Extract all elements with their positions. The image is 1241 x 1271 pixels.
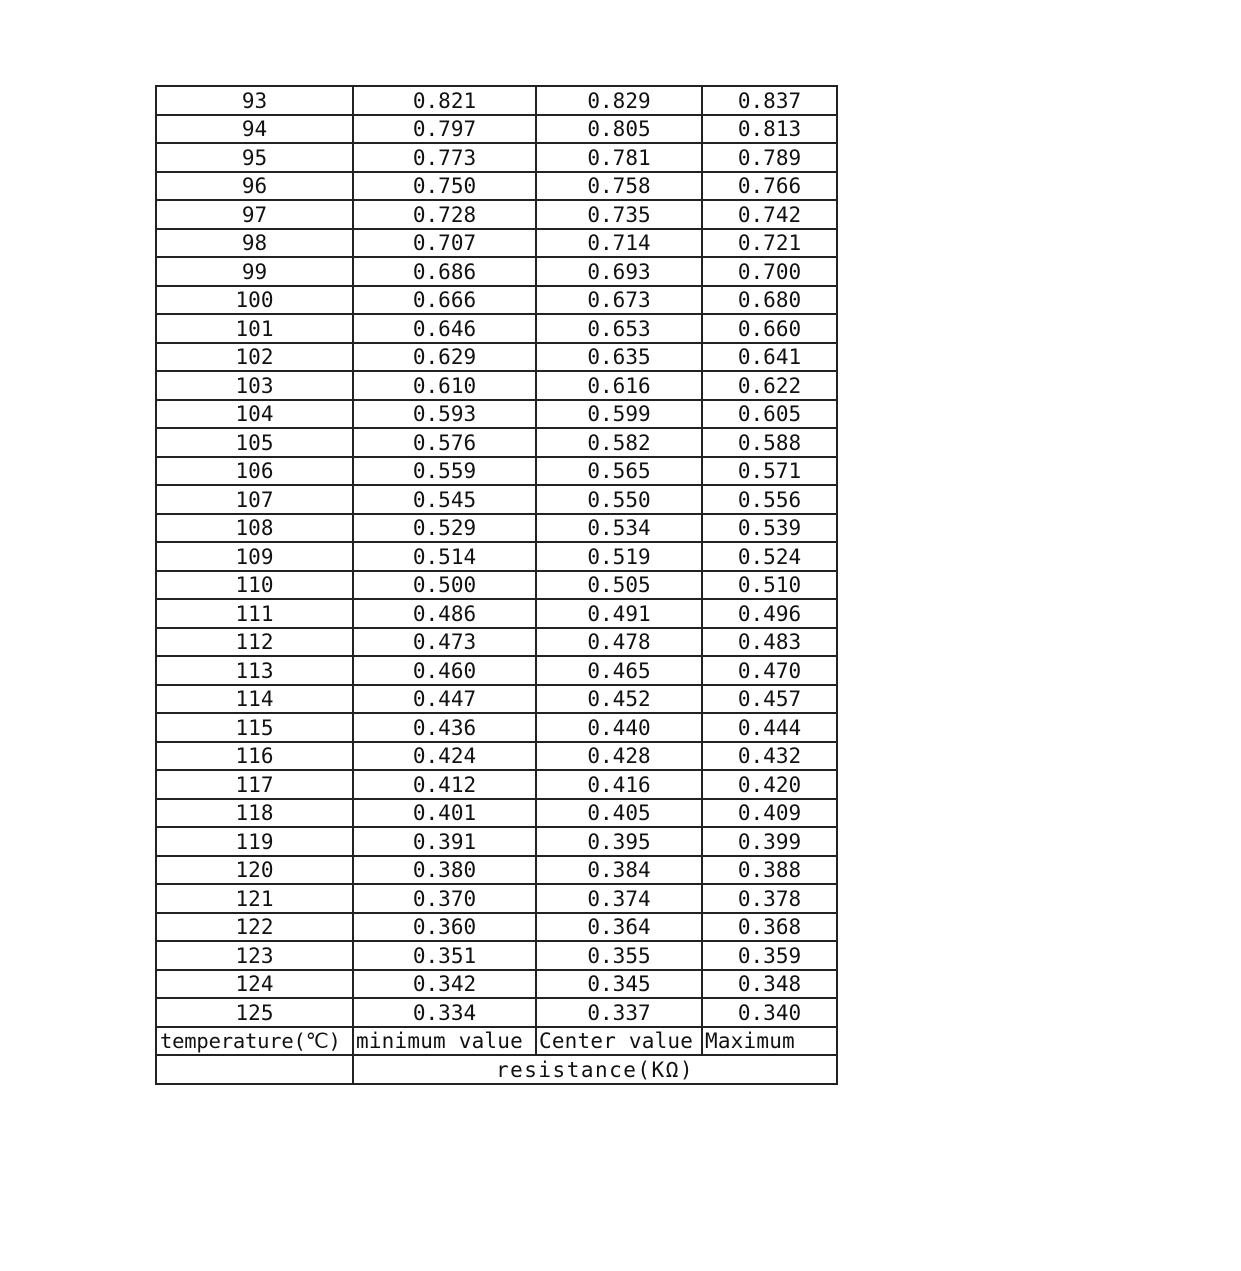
minimum-value-cell: 0.750 bbox=[353, 172, 536, 201]
minimum-value-cell: 0.500 bbox=[353, 571, 536, 600]
center-value-cell: 0.465 bbox=[536, 656, 702, 685]
table-row bbox=[156, 599, 837, 628]
center-value-cell: 0.355 bbox=[536, 941, 702, 970]
center-value-cell: 0.781 bbox=[536, 143, 702, 172]
table-row bbox=[156, 713, 837, 742]
center-value-cell: 0.519 bbox=[536, 542, 702, 571]
table-row bbox=[156, 257, 837, 286]
minimum-value-cell: 0.610 bbox=[353, 371, 536, 400]
table-row bbox=[156, 884, 837, 913]
temperature-cell: 110 bbox=[156, 571, 353, 600]
maximum-value-cell: 0.444 bbox=[702, 713, 837, 742]
table-row bbox=[156, 998, 837, 1027]
temperature-cell: 112 bbox=[156, 628, 353, 657]
maximum-value-cell: 0.660 bbox=[702, 314, 837, 343]
table-footer bbox=[156, 1027, 837, 1084]
maximum-value-cell: 0.510 bbox=[702, 571, 837, 600]
table-row bbox=[156, 286, 837, 315]
minimum-value-cell: 0.773 bbox=[353, 143, 536, 172]
maximum-value-cell: 0.571 bbox=[702, 457, 837, 486]
table-row bbox=[156, 913, 837, 942]
maximum-value-cell: 0.457 bbox=[702, 685, 837, 714]
center-value-cell: 0.491 bbox=[536, 599, 702, 628]
maximum-value-cell: 0.399 bbox=[702, 827, 837, 856]
minimum-value-cell: 0.529 bbox=[353, 514, 536, 543]
temperature-cell: 108 bbox=[156, 514, 353, 543]
table-row bbox=[156, 200, 837, 229]
maximum-value-cell: 0.680 bbox=[702, 286, 837, 315]
center-value-cell: 0.616 bbox=[536, 371, 702, 400]
minimum-value-cell: 0.342 bbox=[353, 970, 536, 999]
temperature-cell: 96 bbox=[156, 172, 353, 201]
center-value-cell: 0.635 bbox=[536, 343, 702, 372]
maximum-value-cell: 0.588 bbox=[702, 428, 837, 457]
temperature-cell: 93 bbox=[156, 86, 353, 115]
maximum-value-cell: 0.378 bbox=[702, 884, 837, 913]
temperature-cell: 115 bbox=[156, 713, 353, 742]
center-value-cell: 0.364 bbox=[536, 913, 702, 942]
center-value-cell: 0.714 bbox=[536, 229, 702, 258]
temperature-cell: 95 bbox=[156, 143, 353, 172]
table-row bbox=[156, 115, 837, 144]
minimum-value-cell: 0.576 bbox=[353, 428, 536, 457]
temperature-cell: 123 bbox=[156, 941, 353, 970]
table-row bbox=[156, 770, 837, 799]
temperature-cell: 113 bbox=[156, 656, 353, 685]
table-row bbox=[156, 628, 837, 657]
center-value-cell: 0.673 bbox=[536, 286, 702, 315]
maximum-value-cell: 0.470 bbox=[702, 656, 837, 685]
minimum-value-cell: 0.514 bbox=[353, 542, 536, 571]
header-minimum-value: minimum value bbox=[353, 1027, 536, 1056]
table-row bbox=[156, 428, 837, 457]
maximum-value-cell: 0.340 bbox=[702, 998, 837, 1027]
maximum-value-cell: 0.524 bbox=[702, 542, 837, 571]
minimum-value-cell: 0.360 bbox=[353, 913, 536, 942]
minimum-value-cell: 0.629 bbox=[353, 343, 536, 372]
maximum-value-cell: 0.813 bbox=[702, 115, 837, 144]
header-row bbox=[156, 1027, 837, 1056]
resistance-table bbox=[155, 85, 838, 1085]
minimum-value-cell: 0.559 bbox=[353, 457, 536, 486]
table-row bbox=[156, 856, 837, 885]
minimum-value-cell: 0.666 bbox=[353, 286, 536, 315]
maximum-value-cell: 0.622 bbox=[702, 371, 837, 400]
temperature-cell: 122 bbox=[156, 913, 353, 942]
temperature-cell: 111 bbox=[156, 599, 353, 628]
temperature-cell: 125 bbox=[156, 998, 353, 1027]
maximum-value-cell: 0.348 bbox=[702, 970, 837, 999]
temperature-cell: 103 bbox=[156, 371, 353, 400]
temperature-cell: 118 bbox=[156, 799, 353, 828]
minimum-value-cell: 0.797 bbox=[353, 115, 536, 144]
table-row bbox=[156, 172, 837, 201]
center-value-cell: 0.384 bbox=[536, 856, 702, 885]
maximum-value-cell: 0.420 bbox=[702, 770, 837, 799]
temperature-cell: 116 bbox=[156, 742, 353, 771]
maximum-value-cell: 0.766 bbox=[702, 172, 837, 201]
maximum-value-cell: 0.432 bbox=[702, 742, 837, 771]
center-value-cell: 0.337 bbox=[536, 998, 702, 1027]
minimum-value-cell: 0.686 bbox=[353, 257, 536, 286]
center-value-cell: 0.416 bbox=[536, 770, 702, 799]
center-value-cell: 0.428 bbox=[536, 742, 702, 771]
center-value-cell: 0.653 bbox=[536, 314, 702, 343]
table-row bbox=[156, 400, 837, 429]
header-center-value: Center value bbox=[536, 1027, 702, 1056]
center-value-cell: 0.565 bbox=[536, 457, 702, 486]
center-value-cell: 0.534 bbox=[536, 514, 702, 543]
minimum-value-cell: 0.424 bbox=[353, 742, 536, 771]
minimum-value-cell: 0.391 bbox=[353, 827, 536, 856]
temperature-cell: 102 bbox=[156, 343, 353, 372]
table-body bbox=[156, 86, 837, 1027]
minimum-value-cell: 0.436 bbox=[353, 713, 536, 742]
temperature-cell: 106 bbox=[156, 457, 353, 486]
table-row bbox=[156, 941, 837, 970]
table-row bbox=[156, 314, 837, 343]
minimum-value-cell: 0.412 bbox=[353, 770, 536, 799]
table-row bbox=[156, 143, 837, 172]
minimum-value-cell: 0.646 bbox=[353, 314, 536, 343]
center-value-cell: 0.599 bbox=[536, 400, 702, 429]
center-value-cell: 0.405 bbox=[536, 799, 702, 828]
minimum-value-cell: 0.545 bbox=[353, 485, 536, 514]
maximum-value-cell: 0.556 bbox=[702, 485, 837, 514]
maximum-value-cell: 0.388 bbox=[702, 856, 837, 885]
header-maximum: Maximum bbox=[702, 1027, 837, 1056]
table-row bbox=[156, 571, 837, 600]
maximum-value-cell: 0.496 bbox=[702, 599, 837, 628]
table-row bbox=[156, 970, 837, 999]
maximum-value-cell: 0.837 bbox=[702, 86, 837, 115]
temperature-cell: 109 bbox=[156, 542, 353, 571]
center-value-cell: 0.550 bbox=[536, 485, 702, 514]
minimum-value-cell: 0.728 bbox=[353, 200, 536, 229]
unit-row-blank-cell bbox=[156, 1055, 353, 1084]
center-value-cell: 0.758 bbox=[536, 172, 702, 201]
temperature-cell: 99 bbox=[156, 257, 353, 286]
table-row bbox=[156, 229, 837, 258]
minimum-value-cell: 0.401 bbox=[353, 799, 536, 828]
temperature-cell: 105 bbox=[156, 428, 353, 457]
center-value-cell: 0.452 bbox=[536, 685, 702, 714]
table-row bbox=[156, 457, 837, 486]
table-row bbox=[156, 685, 837, 714]
center-value-cell: 0.735 bbox=[536, 200, 702, 229]
header-temperature: temperature(℃) bbox=[156, 1027, 353, 1056]
minimum-value-cell: 0.707 bbox=[353, 229, 536, 258]
table-row bbox=[156, 514, 837, 543]
minimum-value-cell: 0.370 bbox=[353, 884, 536, 913]
center-value-cell: 0.478 bbox=[536, 628, 702, 657]
unit-row bbox=[156, 1055, 837, 1084]
minimum-value-cell: 0.447 bbox=[353, 685, 536, 714]
maximum-value-cell: 0.359 bbox=[702, 941, 837, 970]
temperature-cell: 124 bbox=[156, 970, 353, 999]
minimum-value-cell: 0.460 bbox=[353, 656, 536, 685]
resistance-unit-label: resistance(KΩ) bbox=[353, 1055, 837, 1084]
maximum-value-cell: 0.789 bbox=[702, 143, 837, 172]
table-row bbox=[156, 742, 837, 771]
center-value-cell: 0.395 bbox=[536, 827, 702, 856]
temperature-cell: 100 bbox=[156, 286, 353, 315]
table-row bbox=[156, 485, 837, 514]
temperature-cell: 120 bbox=[156, 856, 353, 885]
maximum-value-cell: 0.641 bbox=[702, 343, 837, 372]
temperature-cell: 101 bbox=[156, 314, 353, 343]
minimum-value-cell: 0.351 bbox=[353, 941, 536, 970]
table-row bbox=[156, 86, 837, 115]
center-value-cell: 0.374 bbox=[536, 884, 702, 913]
minimum-value-cell: 0.380 bbox=[353, 856, 536, 885]
maximum-value-cell: 0.605 bbox=[702, 400, 837, 429]
temperature-cell: 119 bbox=[156, 827, 353, 856]
minimum-value-cell: 0.473 bbox=[353, 628, 536, 657]
table-row bbox=[156, 343, 837, 372]
center-value-cell: 0.440 bbox=[536, 713, 702, 742]
maximum-value-cell: 0.742 bbox=[702, 200, 837, 229]
temperature-cell: 104 bbox=[156, 400, 353, 429]
table-row bbox=[156, 656, 837, 685]
maximum-value-cell: 0.483 bbox=[702, 628, 837, 657]
minimum-value-cell: 0.486 bbox=[353, 599, 536, 628]
center-value-cell: 0.505 bbox=[536, 571, 702, 600]
maximum-value-cell: 0.368 bbox=[702, 913, 837, 942]
temperature-cell: 114 bbox=[156, 685, 353, 714]
center-value-cell: 0.693 bbox=[536, 257, 702, 286]
center-value-cell: 0.345 bbox=[536, 970, 702, 999]
maximum-value-cell: 0.409 bbox=[702, 799, 837, 828]
temperature-cell: 98 bbox=[156, 229, 353, 258]
maximum-value-cell: 0.539 bbox=[702, 514, 837, 543]
maximum-value-cell: 0.700 bbox=[702, 257, 837, 286]
table-row bbox=[156, 542, 837, 571]
minimum-value-cell: 0.593 bbox=[353, 400, 536, 429]
temperature-cell: 121 bbox=[156, 884, 353, 913]
center-value-cell: 0.582 bbox=[536, 428, 702, 457]
temperature-cell: 97 bbox=[156, 200, 353, 229]
table-row bbox=[156, 827, 837, 856]
temperature-cell: 107 bbox=[156, 485, 353, 514]
table-row bbox=[156, 371, 837, 400]
minimum-value-cell: 0.334 bbox=[353, 998, 536, 1027]
temperature-cell: 117 bbox=[156, 770, 353, 799]
center-value-cell: 0.805 bbox=[536, 115, 702, 144]
minimum-value-cell: 0.821 bbox=[353, 86, 536, 115]
table-row bbox=[156, 799, 837, 828]
maximum-value-cell: 0.721 bbox=[702, 229, 837, 258]
temperature-cell: 94 bbox=[156, 115, 353, 144]
center-value-cell: 0.829 bbox=[536, 86, 702, 115]
resistance-table-container bbox=[155, 85, 838, 1085]
